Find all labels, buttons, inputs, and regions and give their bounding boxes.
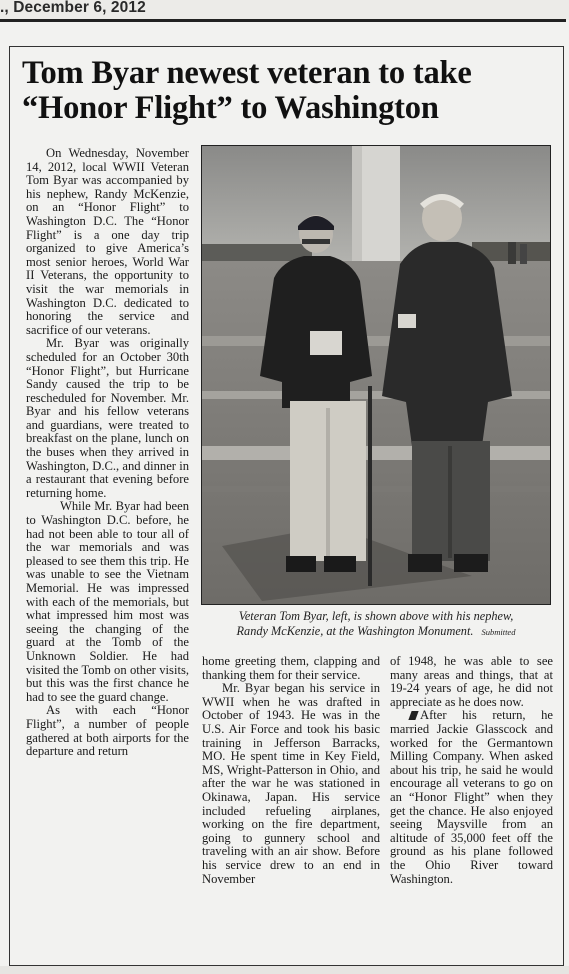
- article-column-1: [26, 147, 189, 759]
- article-column-3: [390, 655, 553, 886]
- paragraph: Mr. Byar began his service in WWII when he was drafted in October of 1943. He was in the U.S. Air Force and took his basic training in Jefferson Barracks, MO. He spent time in Key Field, MS, Wright-Patterson in Ohio, and after the war he was stationed in Okinawa, Japan. His service included refueling airplanes, working on the fire department, going to gunnery school and traveling with an air show. Before his service drew to an end in November: [202, 681, 380, 886]
- headline: [22, 56, 562, 126]
- paragraph-mark-icon: [408, 711, 418, 720]
- dateline: ., December 6, 2012: [0, 0, 146, 16]
- paragraph: of 1948, he was able to see many areas and things, that at 19-24 years of age, he did not appreciate as he does now.: [390, 654, 553, 709]
- paragraph: home greeting them, clapping and thanking them for their service.: [202, 654, 380, 682]
- paragraph-text: After his return, he married Jackie Glasscock and worked for the Germantown Milling Company. When asked about his trip, he said he would encourage all veterans to go on an “Honor Flight” when they get the chance. He also enjoyed seeing Maysville from an altitude of 35,000 feet off the ground as his plane followed the Ohio River toward Washington.: [390, 708, 553, 886]
- caption-line-2: [201, 624, 551, 640]
- paragraph: [390, 709, 553, 886]
- veterans-photo: [201, 145, 551, 605]
- monument-photo-icon: [202, 146, 550, 604]
- top-rule: [0, 19, 566, 22]
- photo-caption: [201, 609, 551, 639]
- page-bottom-edge: [0, 966, 569, 974]
- headline-line-1: Tom Byar newest veteran to take: [22, 55, 472, 91]
- dateline-bar: [0, 0, 569, 20]
- caption-line-1: Veteran Tom Byar, left, is shown above with his nephew,: [238, 609, 514, 623]
- headline-line-2: “Honor Flight” to Washington: [22, 90, 439, 126]
- caption-text: Randy McKenzie, at the Washington Monument.: [236, 623, 474, 638]
- photo-credit: Submitted: [481, 626, 516, 637]
- paragraph: Mr. Byar was originally scheduled for an October 30th “Honor Flight”, but Hurricane Sandy caused the trip to be rescheduled for November. Mr. Byar and his fellow veterans and guardians, were treated to breakfast on the plane, lunch on the buses when they arrived in Washington, D.C., and dinner in a restaurant that evening before returning home.: [26, 336, 189, 500]
- article-column-2: [202, 655, 380, 886]
- paragraph: On Wednesday, November 14, 2012, local WWII Veteran Tom Byar was accompanied by his nephew, Randy McKenzie, on an “Honor Flight” to Washington D.C. The “Honor Flight” is a one day trip organized to give America’s most senior heroes, World War II Veterans, the opportunity to visit the war memorials in Washington D.C. dedicated to honoring the service and sacrifice of our veterans.: [26, 146, 189, 337]
- paragraph: While Mr. Byar had been to Washington D.C. before, he had not been able to tour all of the war memorials and was pleased to see them this trip. He was unable to see the Vietnam Memorial. He was impressed with each of the memorials, but what impressed him most was seeing the changing of the guard at the Tomb of the Unknown Soldier. He had visited the Tomb on other visits, but this was the first chance he had to see the guard change.: [26, 499, 189, 704]
- paragraph: As with each “Honor Flight”, a number of people gathered at both airports for the departure and return: [26, 703, 189, 759]
